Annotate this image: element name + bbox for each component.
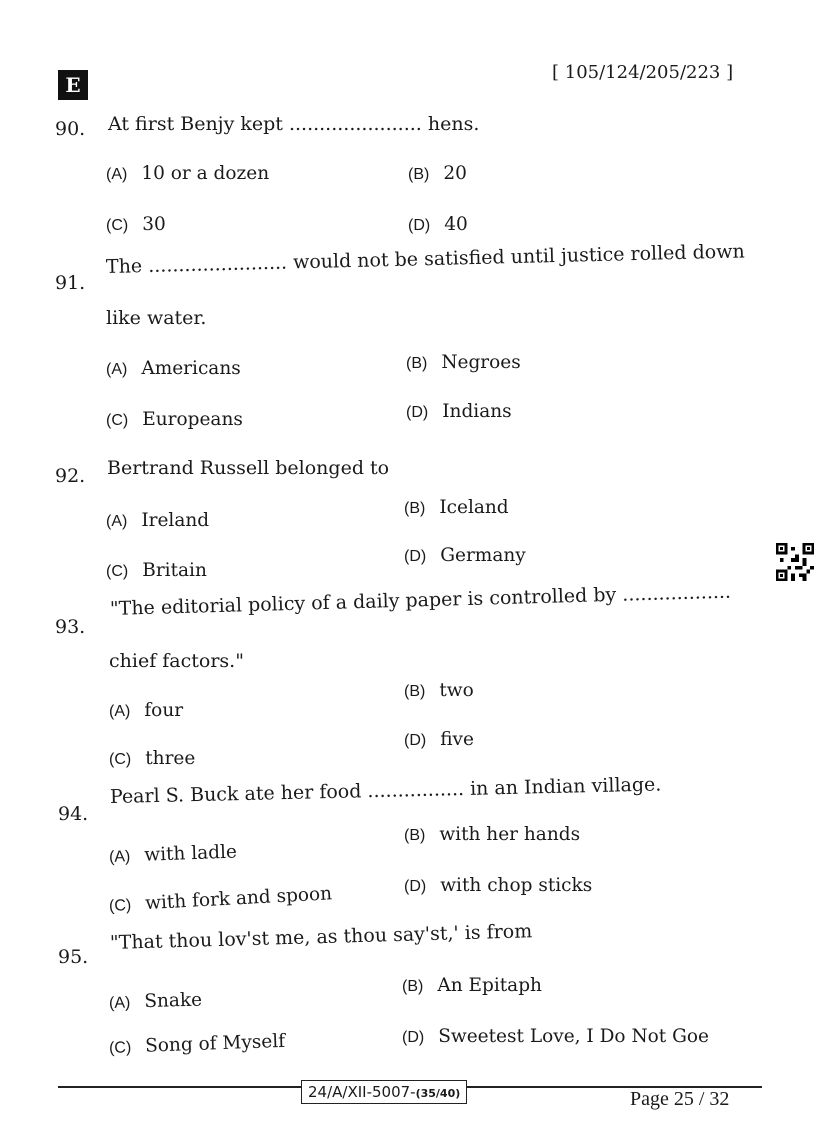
option-b: (B) 20: [408, 163, 467, 184]
page-number: Page 25 / 32: [630, 1088, 730, 1110]
option-d: (D) with chop sticks: [404, 875, 593, 896]
question-text: "The editorial policy of a daily paper is controlled by ..................: [109, 580, 732, 620]
option-d: (D) five: [404, 729, 474, 750]
option-d: (D) Germany: [404, 545, 526, 566]
question-number: 92.: [55, 465, 86, 487]
question-text: At first Benjy kept ...................... hens.: [108, 113, 480, 135]
option-d: (D) Indians: [406, 401, 512, 422]
set-badge: E: [58, 70, 88, 100]
question-number: 90.: [55, 118, 86, 140]
option-b: (B) An Epitaph: [402, 975, 542, 996]
option-b: (B) Iceland: [404, 497, 509, 518]
option-c: (C) three: [109, 748, 196, 769]
option-c: (C) Britain: [106, 560, 207, 581]
question-text: The ....................... would not be satisfied until justice rolled down: [105, 240, 745, 278]
question-text: Bertrand Russell belonged to: [107, 457, 390, 479]
question-number: 94.: [58, 803, 89, 825]
option-a: (A) Americans: [106, 358, 241, 379]
option-b: (B) Negroes: [406, 352, 521, 373]
option-a: (A) with ladle: [108, 841, 238, 866]
question-text: Pearl S. Buck ate her food ................ in an Indian village.: [109, 773, 662, 808]
option-c: (C) with fork and spoon: [108, 883, 333, 915]
option-a: (A) Ireland: [106, 510, 210, 531]
question-text: "That thou lov'st me, as thou say'st,' is from: [109, 920, 533, 954]
option-a: (A) four: [109, 700, 184, 721]
question-text-cont: chief factors.": [109, 650, 244, 672]
option-b: (B) with her hands: [404, 824, 581, 845]
option-c: (C) 30: [106, 214, 166, 235]
option-c: (C) Europeans: [106, 409, 243, 430]
question-text-cont: like water.: [106, 307, 207, 329]
booklet-code: 24/A/XII-5007-(35/40): [301, 1080, 467, 1104]
option-d: (D) 40: [408, 214, 468, 235]
option-a: (A) Snake: [108, 989, 203, 1013]
question-number: 93.: [55, 616, 86, 638]
qr-code-icon: [776, 543, 814, 581]
question-number: 91.: [55, 272, 86, 294]
question-number: 95.: [58, 946, 89, 968]
option-c: (C) Song of Myself: [108, 1030, 286, 1057]
option-b: (B) two: [404, 680, 474, 701]
option-d: (D) Sweetest Love, I Do Not Goe: [402, 1026, 709, 1047]
option-a: (A) 10 or a dozen: [106, 163, 270, 184]
paper-code: [ 105/124/205/223 ]: [552, 62, 734, 83]
